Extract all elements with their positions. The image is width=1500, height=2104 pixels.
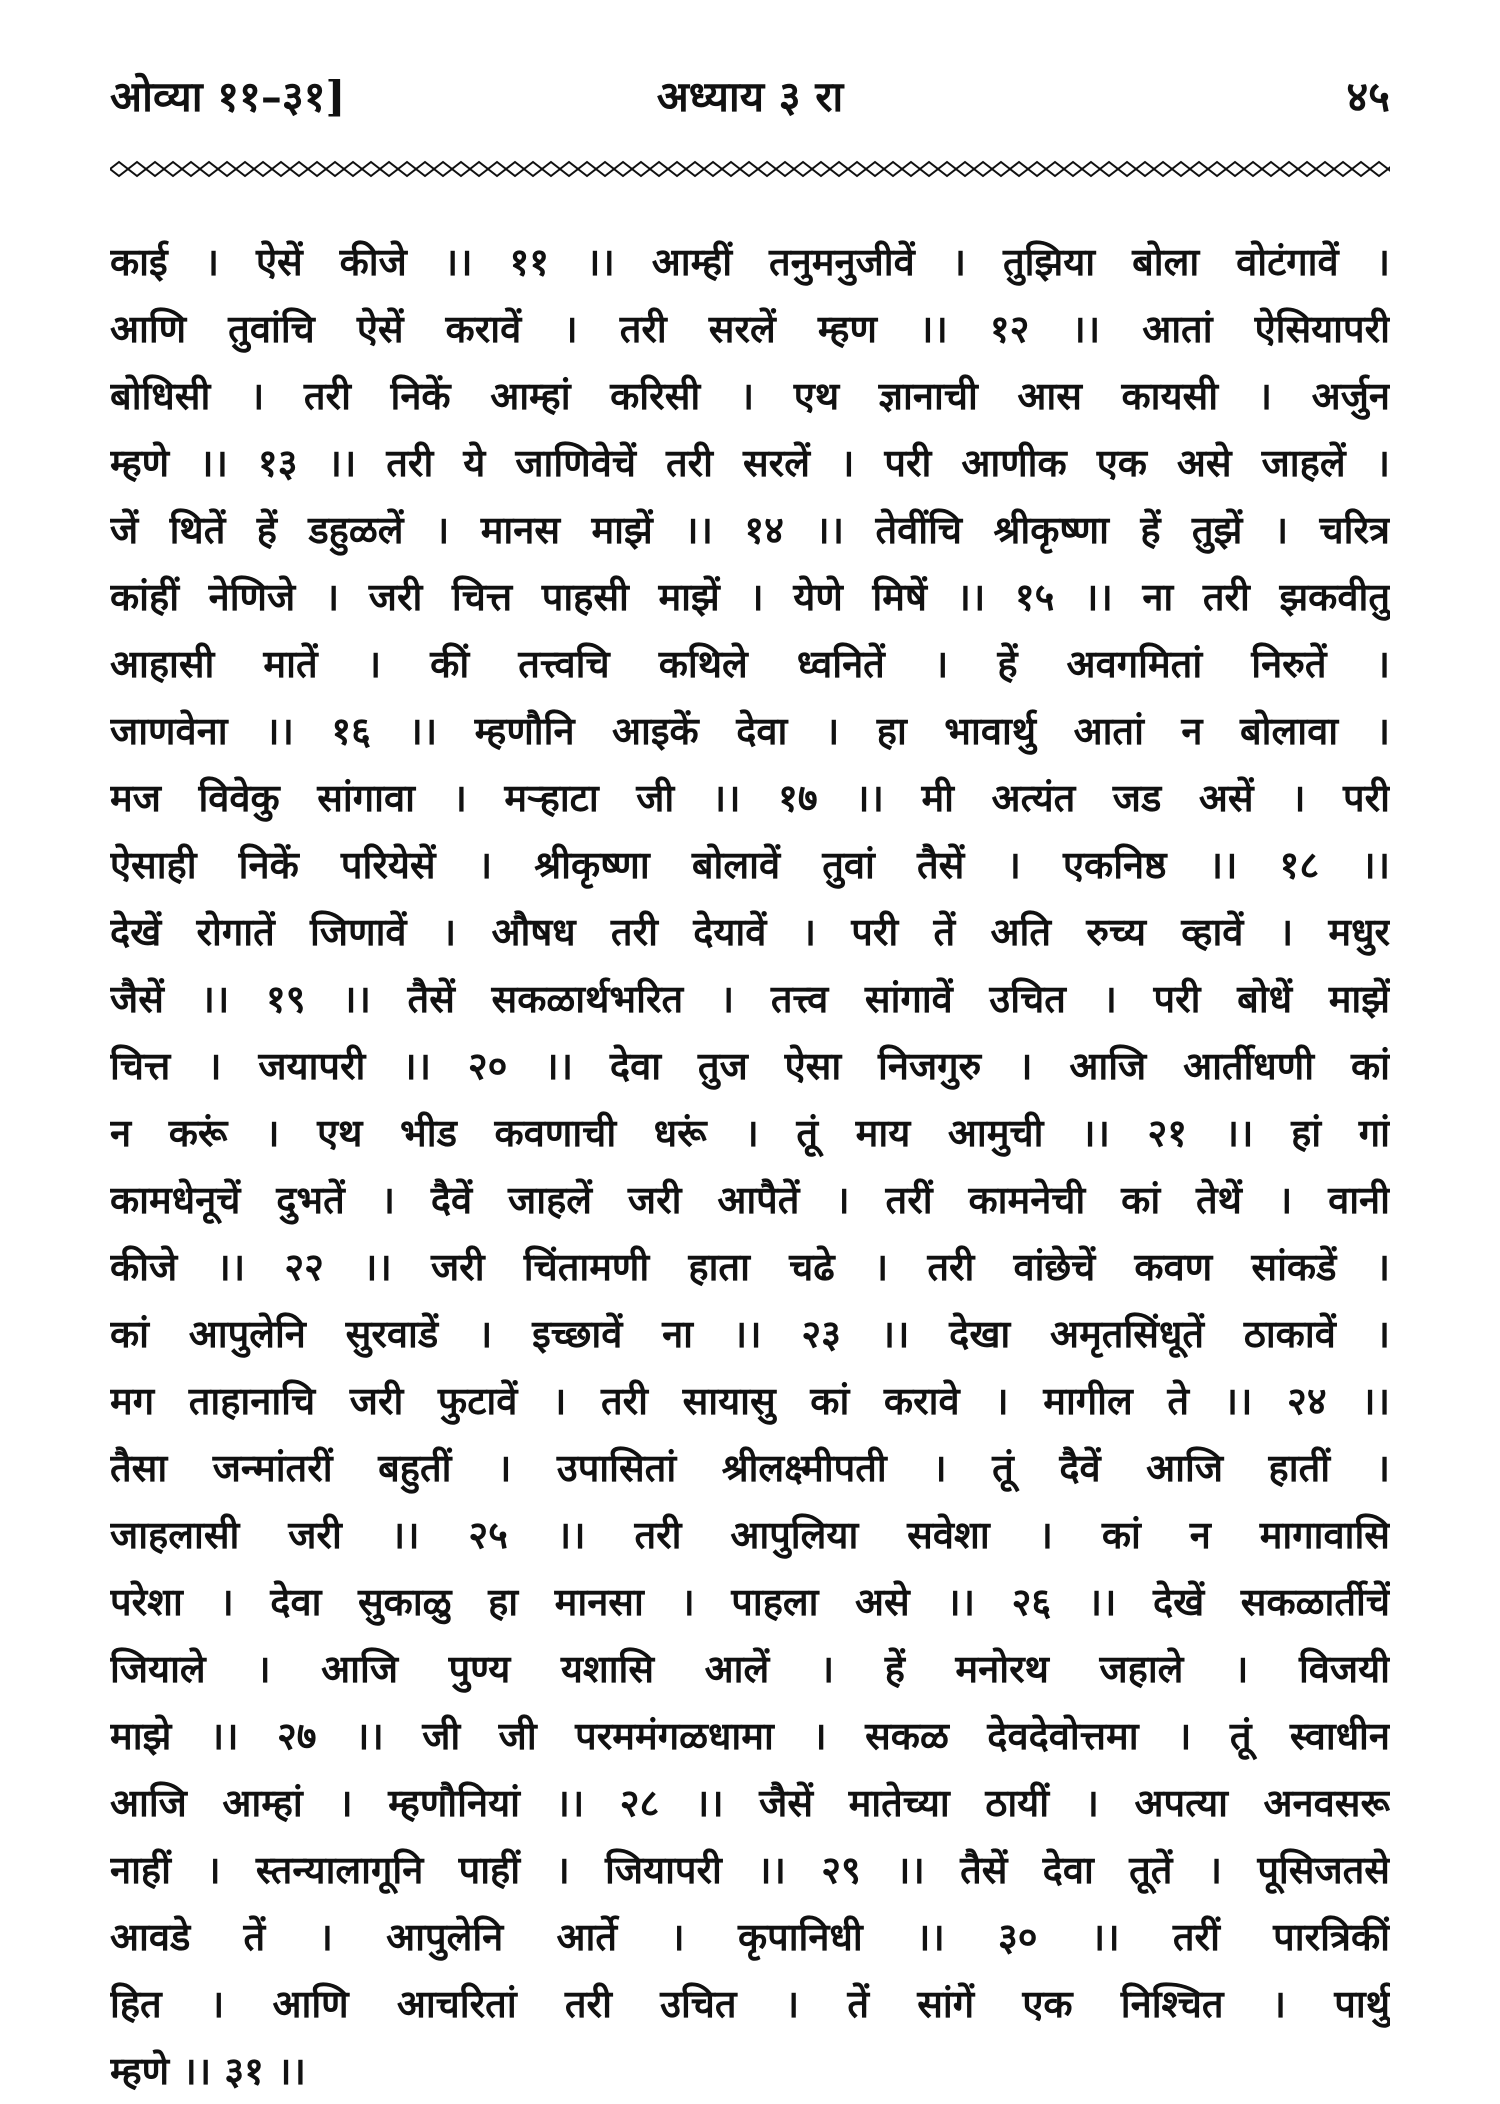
rule-link <box>326 162 344 176</box>
rule-link <box>1388 162 1390 176</box>
rule-link <box>1352 162 1370 176</box>
rule-link <box>1334 162 1352 176</box>
text-line: नाहीं । स्तन्यालागूनि पाहीं । जियापरी ।। २९ ।। तैसें देवा तूतें । पूसिजतसे <box>110 1847 1390 1892</box>
rule-link <box>704 162 722 176</box>
rule-link <box>758 162 776 176</box>
text-line: कीजे ।। २२ ।। जरी चिंतामणी हाता चढे । तरी वांछेचें कवण सांकडें । <box>110 1244 1390 1289</box>
text-line: कांहीं नेणिजे । जरी चित्त पाहसी माझें । येणे मिषें ।। १५ ।। ना तरी झकवीतु <box>110 574 1390 619</box>
text-line: चित्त । जयापरी ।। २० ।। देवा तुज ऐसा निजगुरु । आजि आर्तीधणी कां <box>110 1043 1390 1088</box>
rule-link <box>848 162 866 176</box>
rule-link <box>164 162 182 176</box>
text-line: जैसें ।। १९ ।। तैसें सकळार्थभरित । तत्त्व सांगावें उचित । परी बोधें माझें <box>110 976 1390 1021</box>
text-line: मज विवेकु सांगावा । मऱ्हाटा जी ।। १७ ।। मी अत्यंत जड असें । परी <box>110 775 1390 820</box>
ornamental-rule <box>110 160 1390 178</box>
rule-link <box>1244 162 1262 176</box>
verse-range: ओव्या ११–३१] <box>110 72 346 121</box>
page-number: ४५ <box>1346 72 1390 121</box>
verse-text <box>110 228 1390 2104</box>
rule-link <box>218 162 236 176</box>
rule-link <box>1100 162 1118 176</box>
rule-link <box>128 162 146 176</box>
text-line: तैसा जन्मांतरीं बहुतीं । उपासितां श्रीलक्ष्मीपती । तूं दैवें आजि हातीं । <box>110 1445 1390 1490</box>
rule-link <box>776 162 794 176</box>
rule-link <box>380 162 398 176</box>
rule-link <box>542 162 560 176</box>
rule-link <box>506 162 524 176</box>
rule-link <box>668 162 686 176</box>
rule-link <box>182 162 200 176</box>
text-line: माझे ।। २७ ।। जी जी परममंगळधामा । सकळ देवदेवोत्तमा । तूं स्वाधीन <box>110 1713 1390 1758</box>
text-line: ऐसाही निकें परियेसें । श्रीकृष्णा बोलावें तुवां तैसें । एकनिष्ठ ।। १८ ।। <box>110 842 1390 887</box>
rule-link <box>1298 162 1316 176</box>
rule-link <box>614 162 632 176</box>
text-line: न करूं । एथ भीड कवणाची धरूं । तूं माय आमुची ।। २१ ।। हां गां <box>110 1110 1390 1155</box>
rule-link <box>1046 162 1064 176</box>
rule-link <box>920 162 938 176</box>
text-line: आणि तुवांचि ऐसें करावें । तरी सरलें म्हण ।। १२ ।। आतां ऐसियापरी <box>110 306 1390 351</box>
text-line: जियाले । आजि पुण्य यशासि आलें । हें मनोरथ जहाले । विजयी <box>110 1646 1390 1691</box>
text-line: काई । ऐसें कीजे ।। ११ ।। आम्हीं तनुमनुजीवें । तुझिया बोला वोटंगावें । <box>110 239 1390 284</box>
rule-link <box>866 162 884 176</box>
rule-link <box>488 162 506 176</box>
rule-link <box>830 162 848 176</box>
rule-link <box>632 162 650 176</box>
rule-link <box>452 162 470 176</box>
text-line: परेशा । देवा सुकाळु हा मानसा । पाहला असे ।। २६ ।। देखें सकळार्तीचें <box>110 1579 1390 1624</box>
text-line: कामधेनूचें दुभतें । दैवें जाहलें जरी आपैतें । तरीं कामनेची कां तेथें । वानी <box>110 1177 1390 1222</box>
rule-link <box>1154 162 1172 176</box>
text-line: आहासी मातें । कीं तत्त्वचि कथिले ध्वनितें । हें अवगमितां निरुतें । <box>110 641 1390 686</box>
rule-link <box>308 162 326 176</box>
rule-link <box>1370 162 1388 176</box>
rule-link <box>560 162 578 176</box>
rule-link <box>974 162 992 176</box>
text-line: मग ताहानाचि जरी फुटावें । तरी सायासु कां करावे । मागील ते ।। २४ ।। <box>110 1378 1390 1423</box>
rule-link <box>416 162 434 176</box>
rule-link <box>1280 162 1298 176</box>
rule-link <box>740 162 758 176</box>
text-line: म्हणे ।। १३ ।। तरी ये जाणिवेचें तरी सरलें । परी आणीक एक असे जाहलें । <box>110 440 1390 485</box>
rule-link <box>956 162 974 176</box>
rule-link <box>992 162 1010 176</box>
rule-link <box>686 162 704 176</box>
text-line: आवडे तें । आपुलेनि आर्ते । कृपानिधी ।। ३० ।। तरीं पारत्रिकीं <box>110 1914 1390 1959</box>
chapter-title: अध्याय ३ रा <box>656 72 844 121</box>
rule-link <box>1136 162 1154 176</box>
rule-link <box>362 162 380 176</box>
rule-link <box>812 162 830 176</box>
rule-link <box>524 162 542 176</box>
text-line: जें थितें हें डहुळलें । मानस माझें ।। १४ ।। तेवींचि श्रीकृष्णा हें तुझें । चरित्र <box>110 507 1390 552</box>
rule-link <box>470 162 488 176</box>
rule-link <box>272 162 290 176</box>
text-line: जाणवेना ।। १६ ।। म्हणौनि आइकें देवा । हा भावार्थु आतां न बोलावा । <box>110 708 1390 753</box>
text-line: बोधिसी । तरी निकें आम्हां करिसी । एथ ज्ञानाची आस कायसी । अर्जुन <box>110 373 1390 418</box>
rule-link <box>1226 162 1244 176</box>
rule-link <box>902 162 920 176</box>
rule-link <box>344 162 362 176</box>
rule-link <box>1010 162 1028 176</box>
running-header <box>110 62 1390 132</box>
rule-link <box>884 162 902 176</box>
rule-link <box>254 162 272 176</box>
text-line: देखें रोगातें जिणावें । औषध तरी देयावें । परी तें अति रुच्य व्हावें । मधुर <box>110 909 1390 954</box>
rule-link <box>794 162 812 176</box>
rule-link <box>596 162 614 176</box>
rule-link <box>1172 162 1190 176</box>
rule-link <box>938 162 956 176</box>
rule-link <box>1118 162 1136 176</box>
rule-link <box>236 162 254 176</box>
text-line: आजि आम्हां । म्हणौनियां ।। २८ ।। जैसें मातेच्या ठायीं । अपत्या अनवसरू <box>110 1780 1390 1825</box>
rule-link <box>398 162 416 176</box>
rule-link <box>1190 162 1208 176</box>
rule-link <box>650 162 668 176</box>
rule-link <box>1028 162 1046 176</box>
rule-link <box>722 162 740 176</box>
text-line: कां आपुलेनि सुरवाडें । इच्छावें ना ।। २३ ।। देखा अमृतसिंधूतें ठाकावें । <box>110 1311 1390 1356</box>
text-line: म्हणे ।। ३१ ।। <box>110 2048 306 2093</box>
rule-link <box>110 162 128 176</box>
rule-link <box>200 162 218 176</box>
text-line: जाहलासी जरी ।। २५ ।। तरी आपुलिया सवेशा । कां न मागावासि <box>110 1512 1390 1557</box>
rule-link <box>1262 162 1280 176</box>
rule-link <box>146 162 164 176</box>
rule-link <box>1208 162 1226 176</box>
rule-link <box>1316 162 1334 176</box>
rule-link <box>1064 162 1082 176</box>
text-line: हित । आणि आचरितां तरी उचित । तें सांगें एक निश्चित । पार्थु <box>110 1981 1390 2026</box>
rule-link <box>578 162 596 176</box>
rule-link <box>290 162 308 176</box>
rule-link <box>1082 162 1100 176</box>
rule-link <box>434 162 452 176</box>
